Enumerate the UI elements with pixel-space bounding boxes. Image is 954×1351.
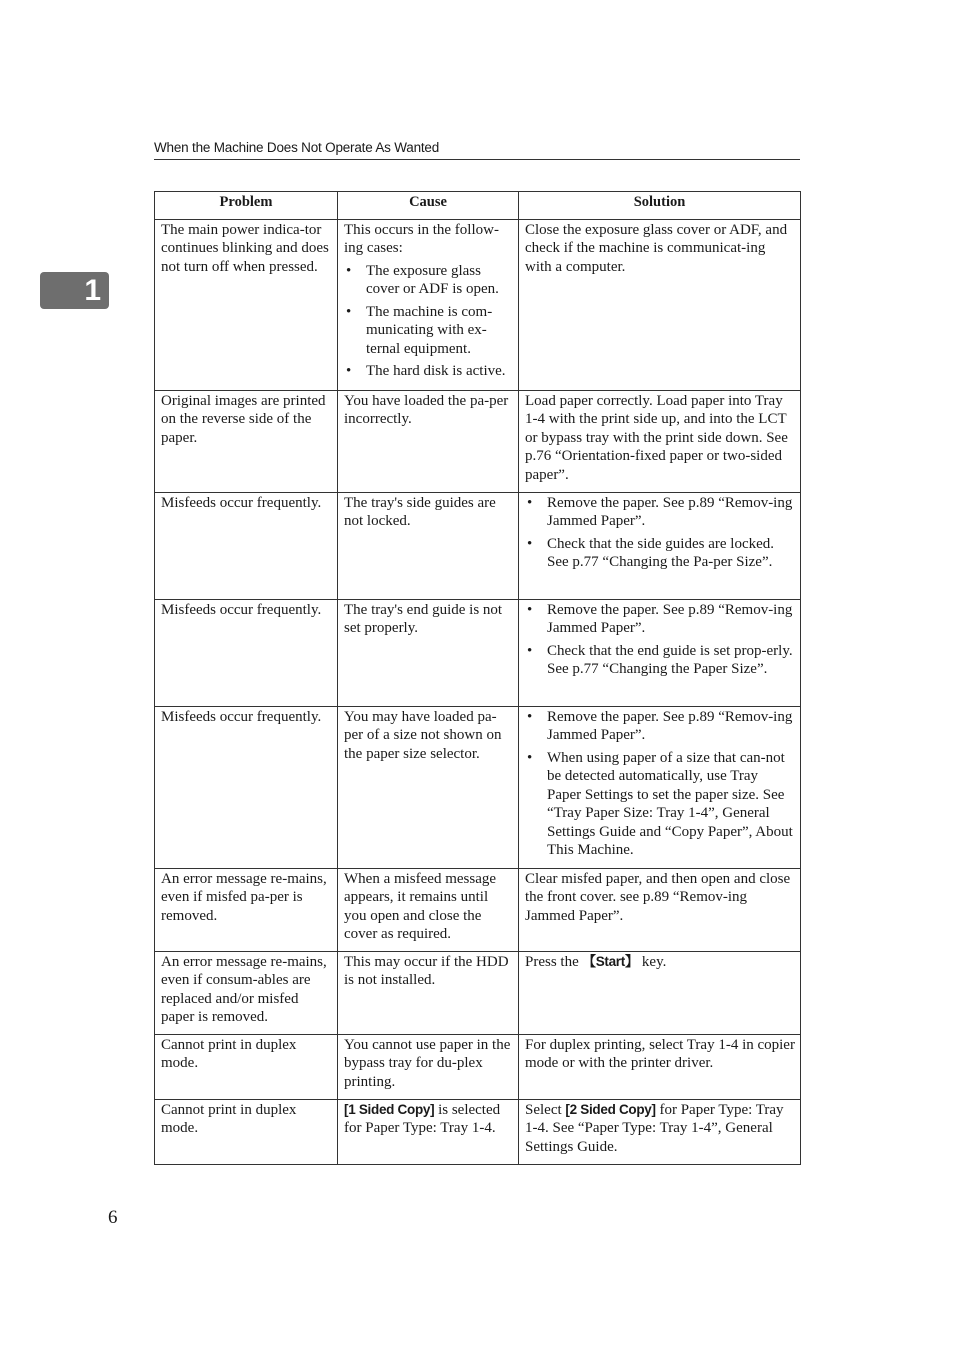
- cause-cell: The tray's end guide is not set properly.: [338, 599, 519, 706]
- bullet-item: • Remove the paper. See p.89 “Remov-ing Jammed Paper”.: [525, 494, 795, 531]
- problem-cell: Misfeeds occur frequently.: [155, 599, 338, 706]
- cause-cell: You may have loaded pa-per of a size not shown on the paper size selector.: [338, 706, 519, 868]
- cause-cell: You have loaded the pa-per incorrectly.: [338, 390, 519, 492]
- table-row: [155, 1099, 801, 1164]
- problem-cell: Original images are printed on the reverse side of the paper.: [155, 390, 338, 492]
- bullet-item: • The machine is com-municating with ex-ternal equipment.: [344, 303, 513, 359]
- solution-cell: [519, 492, 801, 599]
- column-header-solution: Solution: [519, 192, 801, 220]
- bullet-item: • The hard disk is active.: [344, 362, 513, 381]
- column-header-cause: Cause: [338, 192, 519, 220]
- problem-cell: An error message re-mains, even if misfed pa-per is removed.: [155, 868, 338, 951]
- chapter-tab: 1: [40, 272, 109, 309]
- solution-cell: [519, 599, 801, 706]
- problem-cell: An error message re-mains, even if consum-ables are replaced and/or misfed paper is removed.: [155, 951, 338, 1034]
- solution-bullet-list: [525, 601, 795, 679]
- bullet-item: • The exposure glass cover or ADF is open.: [344, 262, 513, 299]
- cause-intro: This occurs in the follow-ing cases:: [344, 221, 499, 256]
- start-key-label: 【Start】: [582, 953, 639, 969]
- solution-cell: [519, 706, 801, 868]
- solution-text-pre: Press the: [525, 953, 583, 970]
- solution-cell: For duplex printing, select Tray 1-4 in copier mode or with the printer driver.: [519, 1034, 801, 1099]
- cause-cell: [338, 1099, 519, 1164]
- problem-cell: The main power indica-tor continues blinking and does not turn off when pressed.: [155, 219, 338, 390]
- page-number: 6: [108, 1207, 118, 1228]
- bullet-item: • Remove the paper. See p.89 “Remov-ing Jammed Paper”.: [525, 601, 795, 638]
- one-sided-copy-key-label: [1 Sided Copy]: [344, 1101, 435, 1117]
- problem-cell: Cannot print in duplex mode.: [155, 1099, 338, 1164]
- table-row: [155, 599, 801, 706]
- solution-cell: [519, 1099, 801, 1164]
- cause-cell: This may occur if the HDD is not installed.: [338, 951, 519, 1034]
- table-row: [155, 1034, 801, 1099]
- table-row: [155, 492, 801, 599]
- table-row: [155, 706, 801, 868]
- solution-text-post: for Paper Type: Tray 1-4. See “Paper Type: Tray 1-4”, General Settings Guide.: [525, 1101, 784, 1155]
- table-row: [155, 868, 801, 951]
- solution-bullet-list: [525, 494, 795, 572]
- table-row: [155, 951, 801, 1034]
- problem-cell: Misfeeds occur frequently.: [155, 492, 338, 599]
- solution-cell: [519, 951, 801, 1034]
- bullet-item: • Check that the side guides are locked. See p.77 “Changing the Pa-per Size”.: [525, 535, 795, 572]
- cause-cell: [338, 219, 519, 390]
- solution-cell: Load paper correctly. Load paper into Tray 1-4 with the print side up, and into the LCT or bypass tray with the print side down. See p.76 “Orientation-fixed paper or two-sided paper”.: [519, 390, 801, 492]
- solution-cell: Close the exposure glass cover or ADF, and check if the machine is communicat-ing with a computer.: [519, 219, 801, 390]
- bullet-item: • Check that the end guide is set prop-erly. See p.77 “Changing the Paper Size”.: [525, 642, 795, 679]
- column-header-problem: Problem: [155, 192, 338, 220]
- running-header: When the Machine Does Not Operate As Wanted: [154, 139, 800, 160]
- solution-text-pre: Select: [525, 1101, 566, 1118]
- cause-cell: The tray's side guides are not locked.: [338, 492, 519, 599]
- bullet-item: • When using paper of a size that can-not be detected automatically, use Tray Paper Settings to set the paper size. See “Tray Paper Size: Tray 1-4”, General Settings Guide and “Copy Paper”, About This Machine.: [525, 749, 795, 860]
- solution-text-post: key.: [638, 953, 667, 970]
- cause-text-post: is selected for Paper Type: Tray 1-4.: [344, 1101, 501, 1136]
- two-sided-copy-key-label: [2 Sided Copy]: [565, 1101, 656, 1117]
- troubleshooting-table: [154, 191, 801, 1165]
- solution-cell: Clear misfed paper, and then open and close the front cover. see p.89 “Remov-ing Jammed Paper”.: [519, 868, 801, 951]
- bullet-item: • Remove the paper. See p.89 “Remov-ing Jammed Paper”.: [525, 708, 795, 745]
- cause-bullet-list: [344, 262, 513, 381]
- table-row: [155, 390, 801, 492]
- cause-cell: You cannot use paper in the bypass tray for du-plex printing.: [338, 1034, 519, 1099]
- cause-cell: When a misfeed message appears, it remains until you open and close the cover as required.: [338, 868, 519, 951]
- solution-bullet-list: [525, 708, 795, 860]
- problem-cell: Cannot print in duplex mode.: [155, 1034, 338, 1099]
- problem-cell: Misfeeds occur frequently.: [155, 706, 338, 868]
- table-row: [155, 219, 801, 390]
- table-header-row: [155, 192, 801, 220]
